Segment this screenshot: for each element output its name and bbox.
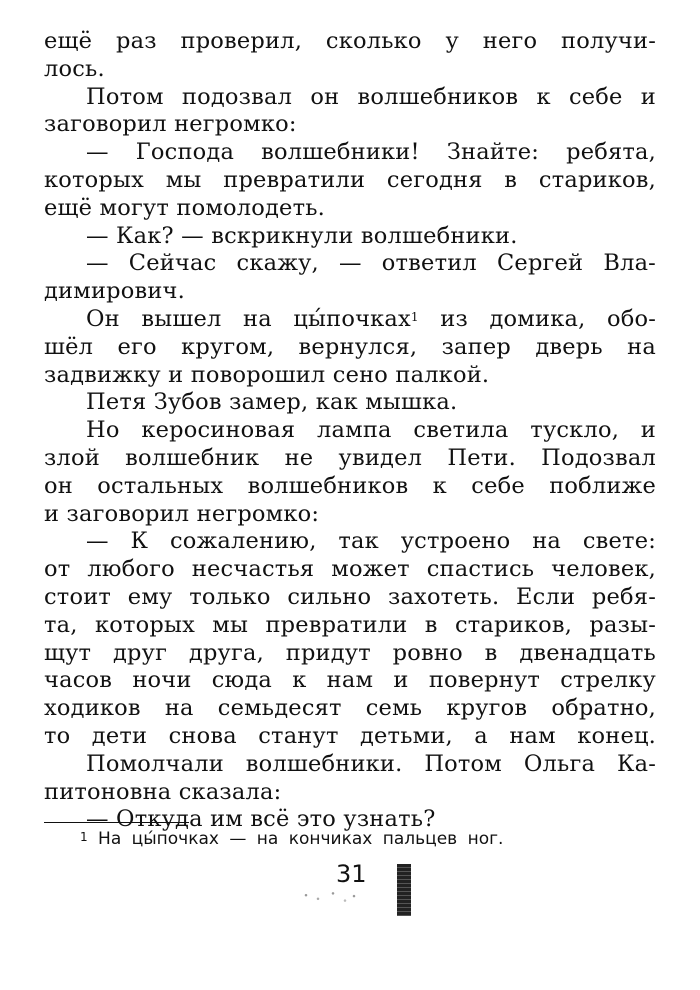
text-line: — Сейчас скажу, — ответил Сергей Вла-: [86, 250, 656, 277]
text-line: то дети снова станут детьми, а нам конец.: [44, 722, 656, 749]
text-line: ещё раз проверил, сколько у него получи-: [44, 28, 656, 54]
text-line: димирович.: [44, 278, 185, 305]
printer-registration-mark: [397, 864, 411, 916]
text-line: — Господа волшебники! Знайте: ребята,: [86, 139, 656, 166]
text-line: которых мы превратили сегодня в стариков,: [44, 166, 656, 193]
footnote-marker: 1: [80, 830, 88, 844]
text-line: стоит ему только сильно захотеть. Если ребя-: [44, 583, 656, 610]
text-fragment: Он вышел на цы́почках: [86, 305, 411, 332]
text-line: ещё могут помолодеть.: [44, 194, 326, 221]
text-line-with-footnote: [44, 306, 656, 334]
text-line: злой волшебник не увидел Пети. Подозвал: [44, 444, 656, 471]
text-line: Петя Зубов замер, как мышка.: [86, 389, 458, 416]
footnote-divider: [44, 822, 189, 823]
text-line: та, которых мы превратили в стариков, разы-: [44, 611, 656, 638]
text-line: Потом подозвал он волшебников к себе и: [86, 83, 656, 110]
text-line: щут друг друга, придут ровно в двенадцать: [44, 639, 656, 666]
footnote-reference: 1: [410, 309, 419, 324]
body-text: [44, 28, 656, 834]
text-line: Но керосиновая лампа светила тускло, и: [86, 417, 656, 444]
footnote: [80, 828, 503, 850]
text-line: часов ночи сюда к нам и повернут стрелку: [44, 667, 656, 694]
text-line: питоновна сказала:: [44, 778, 282, 805]
text-line: ходиков на семьдесят семь кругов обратно,: [44, 695, 656, 722]
text-fragment: из домика, обо-: [418, 305, 656, 332]
text-line: заговорил негромко:: [44, 111, 297, 138]
text-line: — Как? — вскрикнули волшебники.: [86, 222, 518, 249]
text-line: он остальных волшебников к себе поближе: [44, 472, 656, 499]
text-line: шёл его кругом, вернулся, запер дверь на: [44, 333, 656, 360]
page-number: 31: [336, 860, 367, 888]
text-line: от любого несчастья может спастись человек,: [44, 556, 656, 583]
text-line: — Откуда им всё это узнать?: [86, 806, 436, 833]
text-line: — К сожалению, так устроено на свете:: [86, 528, 656, 555]
footnote-text: На цы́почках — на кончиках пальцев ног.: [98, 829, 504, 849]
text-line: Помолчали волшебники. Потом Ольга Ка-: [86, 750, 656, 777]
scan-speckle: [300, 888, 360, 906]
text-line: задвижку и поворошил сено палкой.: [44, 361, 490, 388]
text-line: и заговорил негромко:: [44, 500, 320, 527]
text-line: лось.: [44, 55, 105, 82]
